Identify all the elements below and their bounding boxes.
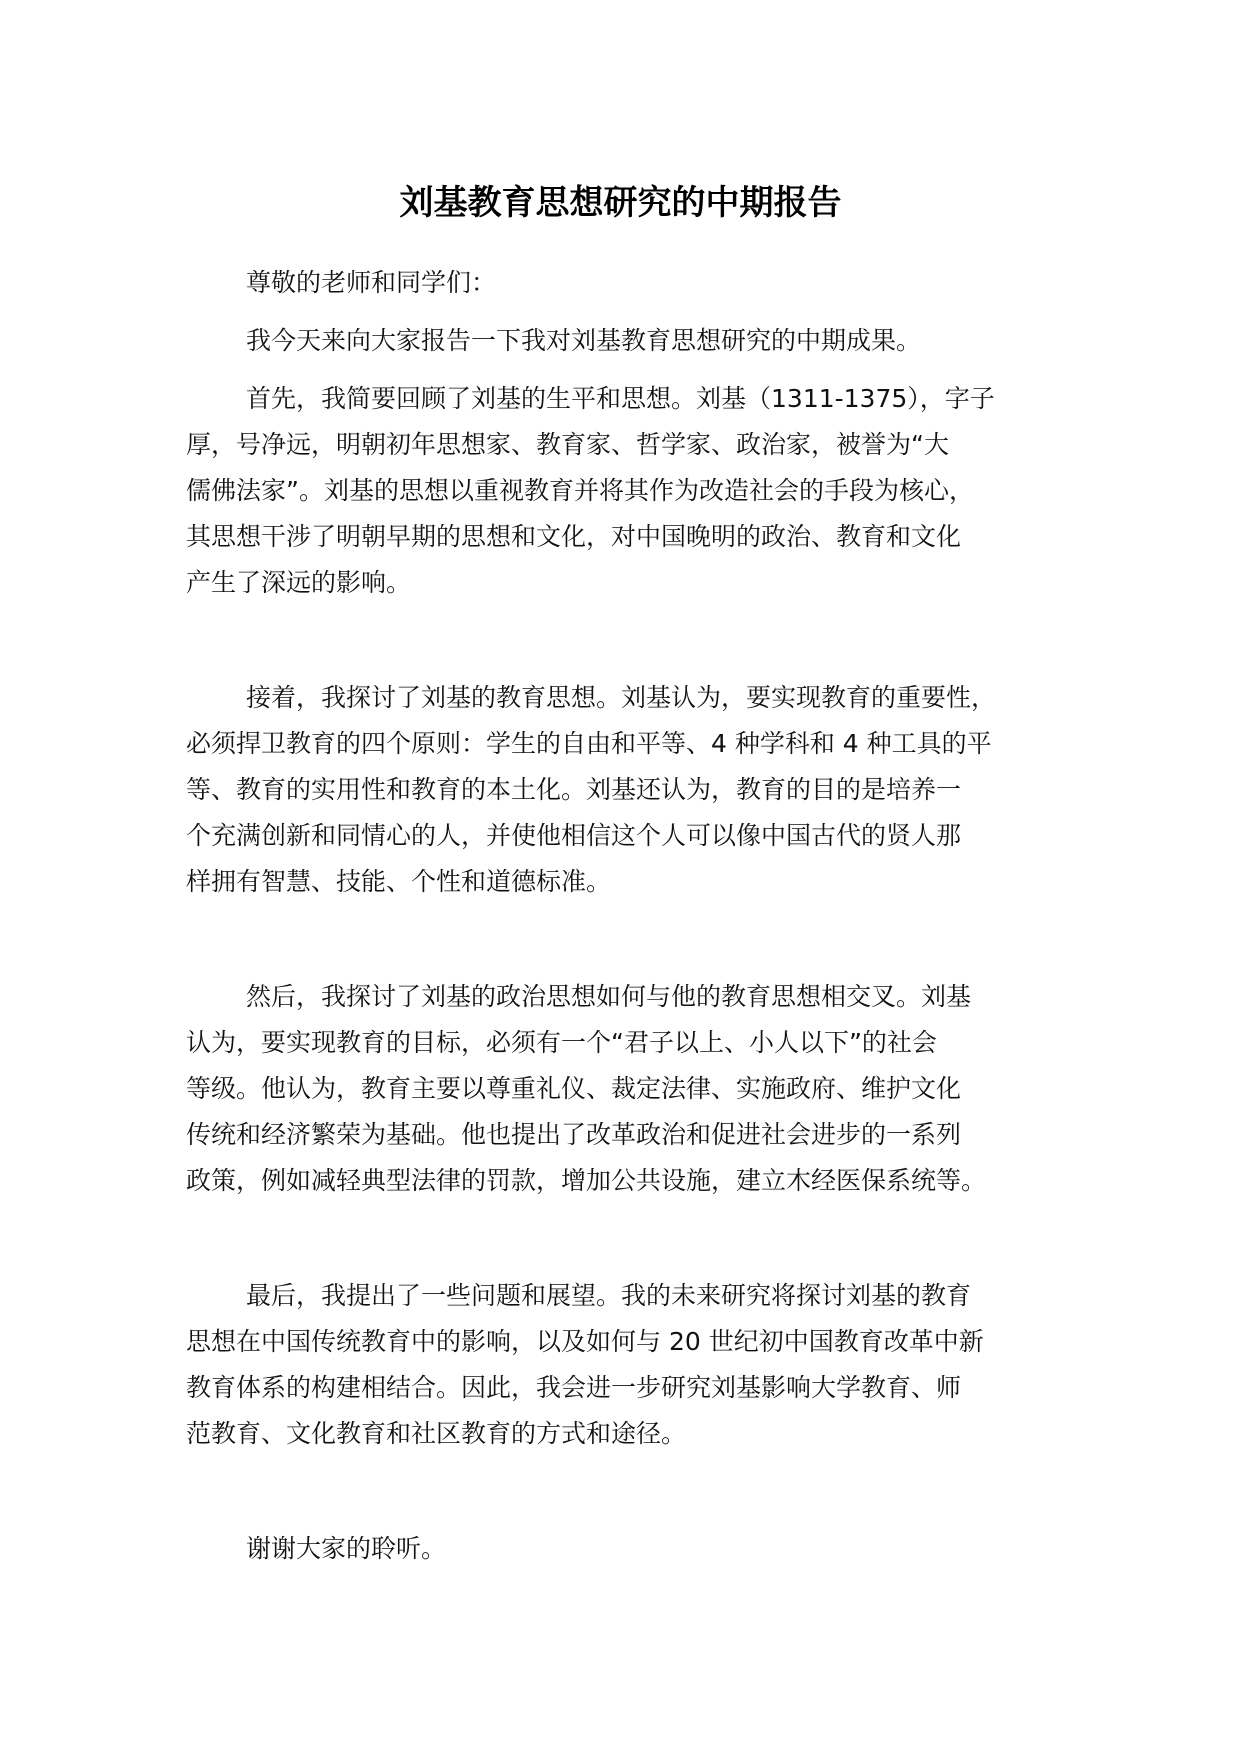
paragraph-first xyxy=(186,376,1086,606)
paragraph-line: 最后，我提出了一些问题和展望。我的未来研究将探讨刘基的教育 xyxy=(246,1281,972,1310)
paragraph-line: 认为，要实现教育的目标，必须有一个“君子以上、小人以下”的社会 xyxy=(186,1028,937,1057)
paragraph-line: 思想在中国传统教育中的影响，以及如何与 20 世纪初中国教育改革中新 xyxy=(186,1327,984,1356)
paragraph-line: 等级。他认为，教育主要以尊重礼仪、裁定法律、实施政府、维护文化 xyxy=(186,1074,962,1103)
paragraph-line: 传统和经济繁荣为基础。他也提出了改革政治和促进社会进步的一系列 xyxy=(186,1120,962,1149)
paragraph-line: 我今天来向大家报告一下我对刘基教育思想研究的中期成果。 xyxy=(246,326,922,355)
paragraph-line: 样拥有智慧、技能、个性和道德标准。 xyxy=(186,867,612,896)
paragraph-intro xyxy=(186,318,1086,364)
paragraph-line: 政策，例如减轻典型法律的罚款，增加公共设施，建立木经医保系统等。 xyxy=(186,1166,987,1195)
paragraph-line: 个充满创新和同情心的人，并使他相信这个人可以像中国古代的贤人那 xyxy=(186,821,962,850)
paragraph-line: 儒佛法家”。刘基的思想以重视教育并将其作为改造社会的手段为核心， xyxy=(186,476,974,505)
paragraph-line: 谢谢大家的聆听。 xyxy=(246,1534,447,1563)
paragraph-second xyxy=(186,675,1086,905)
paragraph-line: 等、教育的实用性和教育的本土化。刘基还认为，教育的目的是培养一 xyxy=(186,775,962,804)
paragraph-salutation xyxy=(186,260,1086,306)
paragraph-line: 然后，我探讨了刘基的政治思想如何与他的教育思想相交叉。刘基 xyxy=(246,982,972,1011)
paragraph-line: 范教育、文化教育和社区教育的方式和途径。 xyxy=(186,1419,687,1448)
paragraph-line: 厚，号净远，明朝初年思想家、教育家、哲学家、政治家，被誉为“大 xyxy=(186,430,949,459)
paragraph-line: 教育体系的构建相结合。因此，我会进一步研究刘基影响大学教育、师 xyxy=(186,1373,962,1402)
paragraph-line: 尊敬的老师和同学们： xyxy=(246,268,497,297)
paragraph-line: 其思想干涉了明朝早期的思想和文化，对中国晚明的政治、教育和文化 xyxy=(186,522,962,551)
paragraph-line: 必须捍卫教育的四个原则：学生的自由和平等、4 种学科和 4 种工具的平 xyxy=(186,729,992,758)
paragraph-closing xyxy=(186,1526,1086,1572)
paragraph-third xyxy=(186,974,1086,1204)
paragraph-line: 产生了深远的影响。 xyxy=(186,568,412,597)
paragraph-line: 接着，我探讨了刘基的教育思想。刘基认为，要实现教育的重要性， xyxy=(246,683,997,712)
paragraph-last xyxy=(186,1273,1086,1457)
paragraph-line: 首先，我简要回顾了刘基的生平和思想。刘基（1311-1375），字子 xyxy=(246,384,995,413)
document-title: 刘基教育思想研究的中期报告 xyxy=(399,183,842,223)
